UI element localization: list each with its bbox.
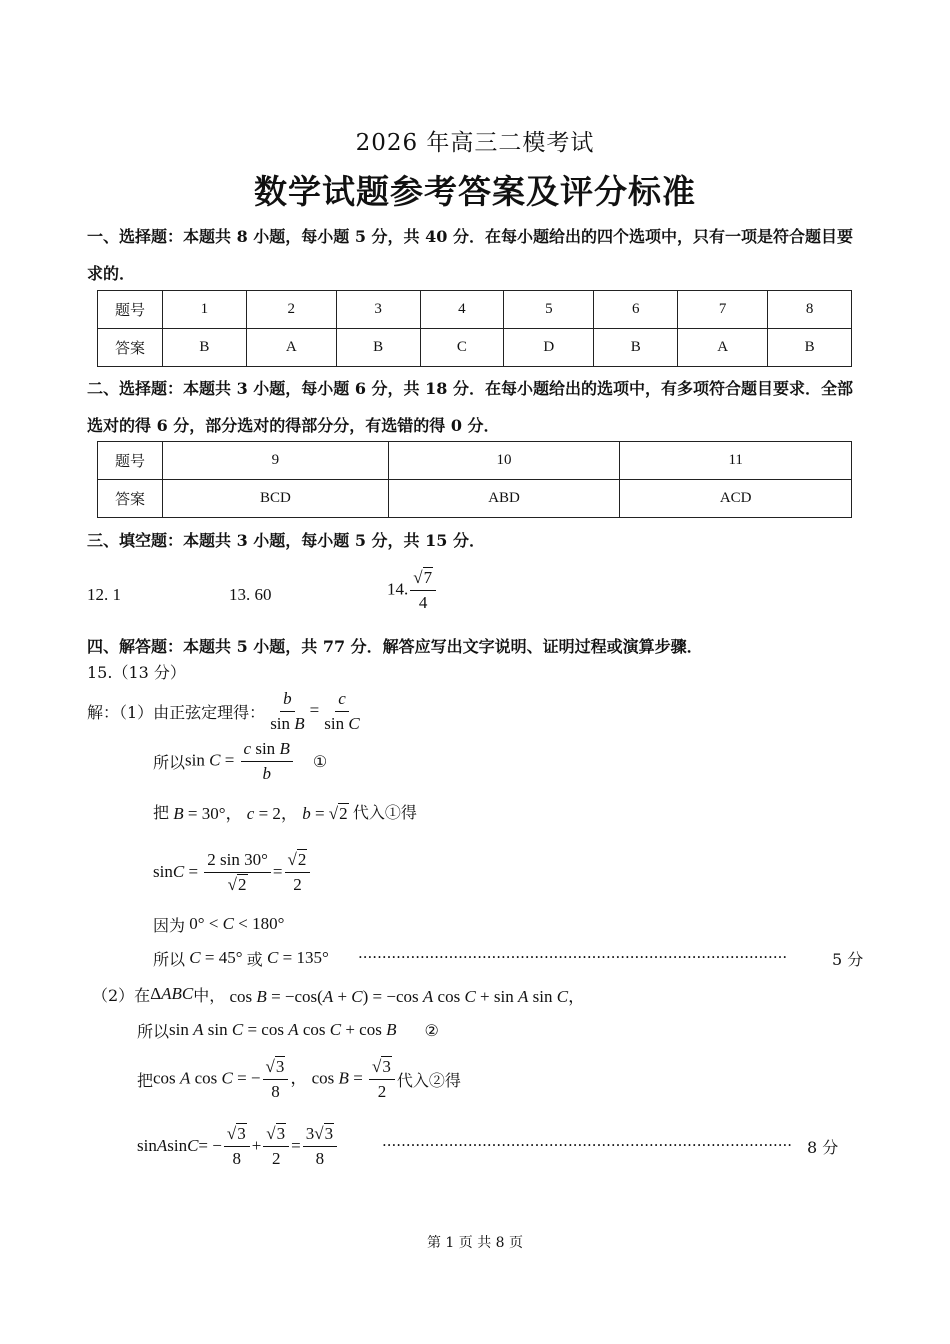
text-because: 因为 (153, 915, 186, 935)
score-leader-dots-2: ······················································································ (382, 1136, 793, 1154)
text-substitute-into-2: 代入②得 (396, 1070, 461, 1090)
step-substitute-1: 把 B = 30°， c = 2， b = √2 代入①得 (153, 798, 417, 824)
table-row-questions (98, 291, 852, 329)
row-label-question: 题号 (98, 442, 163, 480)
answer-14-denominator: 4 (418, 593, 428, 612)
table-row-questions (98, 442, 852, 480)
step-sinc-value: sin C = $\frac{2 \sin 30^\circ}{√2}$ = $\frac{√2}{2}$ (153, 846, 312, 898)
exam-title: 2026 年高三二模考试 (355, 130, 595, 156)
part2-label: （2）在 (92, 985, 151, 1005)
step-sine-law: 解：（1）由正弦定理得： $\frac{b}{\text{sin B}}$ = $\frac{c}{\text{sin C}}$ (87, 688, 360, 733)
step-c-result: 所以 C = 45° 或 C = 135° (153, 948, 329, 969)
question-number-cell: 4 (420, 291, 504, 329)
row-label-answer: 答案 (98, 480, 163, 518)
section2-instructions-line1: 二、选择题：本题共 3 小题，每小题 6 分，共 18 分．在每小题给出的选项中，有多项符合题目要求．全部 (87, 379, 853, 398)
row-label-answer: 答案 (98, 329, 163, 367)
step-sinc-expression: 所以 sin C = $\frac{\text{c sin B}}{b}$ ① (153, 738, 328, 783)
text-so: 所以 (153, 949, 186, 969)
question-number-cell: 6 (594, 291, 678, 329)
question-number-cell: 11 (620, 442, 852, 480)
question-number-cell: 3 (336, 291, 420, 329)
question-number-cell: 8 (768, 291, 852, 329)
answer-cell: C (420, 329, 504, 367)
score-leader-dots-1: ·························································································· (358, 948, 788, 966)
step-sinasinc-expression: 所以 sin A sin C = cos A cos C + cos B ② (137, 1020, 439, 1041)
question-number-cell: 2 (246, 291, 336, 329)
step-part2-intro: （2）在 ΔABC 中， cos B = −cos(A + C) = −cos A cos C + sin A sin C， (92, 984, 586, 1006)
answer-14-numerator: 7 (423, 568, 433, 587)
section1-instructions-line2: 求的． (87, 264, 136, 283)
answer-cell: B (336, 329, 420, 367)
table-row-answers (98, 329, 852, 367)
section1-instructions-line1: 一、选择题：本题共 8 小题，每小题 5 分，共 40 分．在每小题给出的四个选项中，只有一项是符合题目要 (87, 227, 853, 246)
text-so: 所以 (137, 1021, 170, 1041)
answer-cell: B (594, 329, 678, 367)
question-number-cell: 1 (163, 291, 247, 329)
answer-cell: ABD (388, 480, 620, 518)
text-substitute-into-1: 代入①得 (352, 802, 417, 822)
document-title: 数学试题参考答案及评分标准 (254, 172, 696, 211)
text-substitute: 把 (137, 1070, 154, 1090)
text-or: 或 (246, 949, 263, 969)
answer-table-2 (97, 441, 852, 518)
answer-cell: B (768, 329, 852, 367)
page-number: 第 1 页 共 8 页 (426, 1235, 524, 1251)
answer-cell: A (678, 329, 768, 367)
step-substitute-2: 把 cos A cos C = − $\frac{√3}{8}$ ， cos B = $\frac{√3}{2}$ 代入②得 (137, 1056, 461, 1101)
score-8: 8 分 (807, 1138, 839, 1157)
text-so: 所以 (153, 752, 186, 772)
answer-cell: A (246, 329, 336, 367)
question-number-cell: 10 (388, 442, 620, 480)
text-substitute: 把 (153, 802, 170, 822)
equation-marker-2: ② (424, 1020, 439, 1040)
answer-cell: BCD (163, 480, 389, 518)
question-number-cell: 7 (678, 291, 768, 329)
table-row-answers (98, 480, 852, 518)
row-label-question: 题号 (98, 291, 163, 329)
section4-instructions: 四、解答题：本题共 5 小题，共 77 分．解答应写出文字说明、证明过程或演算步骤． (87, 637, 703, 656)
question-number-cell: 9 (163, 442, 389, 480)
answer-14-label: 14. (387, 579, 409, 599)
step-range: 因为 0° < C < 180° (153, 914, 285, 935)
answer-12: 12. 1 (87, 585, 121, 604)
text-in: 中， (193, 985, 226, 1005)
score-5: 5 分 (832, 950, 864, 969)
section2-instructions-line2: 选对的得 6 分，部分选对的得部分分，有选错的得 0 分． (87, 416, 500, 435)
answer-cell: B (163, 329, 247, 367)
section3-instructions: 三、填空题：本题共 3 小题，每小题 5 分，共 15 分． (87, 531, 485, 550)
question-15-header: 15.（13 分） (87, 663, 186, 682)
answer-cell: D (504, 329, 594, 367)
equation-marker-1: ① (312, 751, 328, 771)
answer-table-1 (97, 290, 852, 367)
step-sinasinc-value: sin A sin C = − $\frac{√3}{8}$ + $\frac{√3}{2}$ = $\frac{3√3}{8}$ (137, 1120, 339, 1172)
step-sine-law-label: 解：（1）由正弦定理得： (87, 702, 266, 722)
answer-cell: ACD (620, 480, 852, 518)
answer-14: 14. $\frac{√7}{4}$ (387, 567, 438, 614)
answer-13: 13. 60 (229, 585, 272, 604)
question-number-cell: 5 (504, 291, 594, 329)
